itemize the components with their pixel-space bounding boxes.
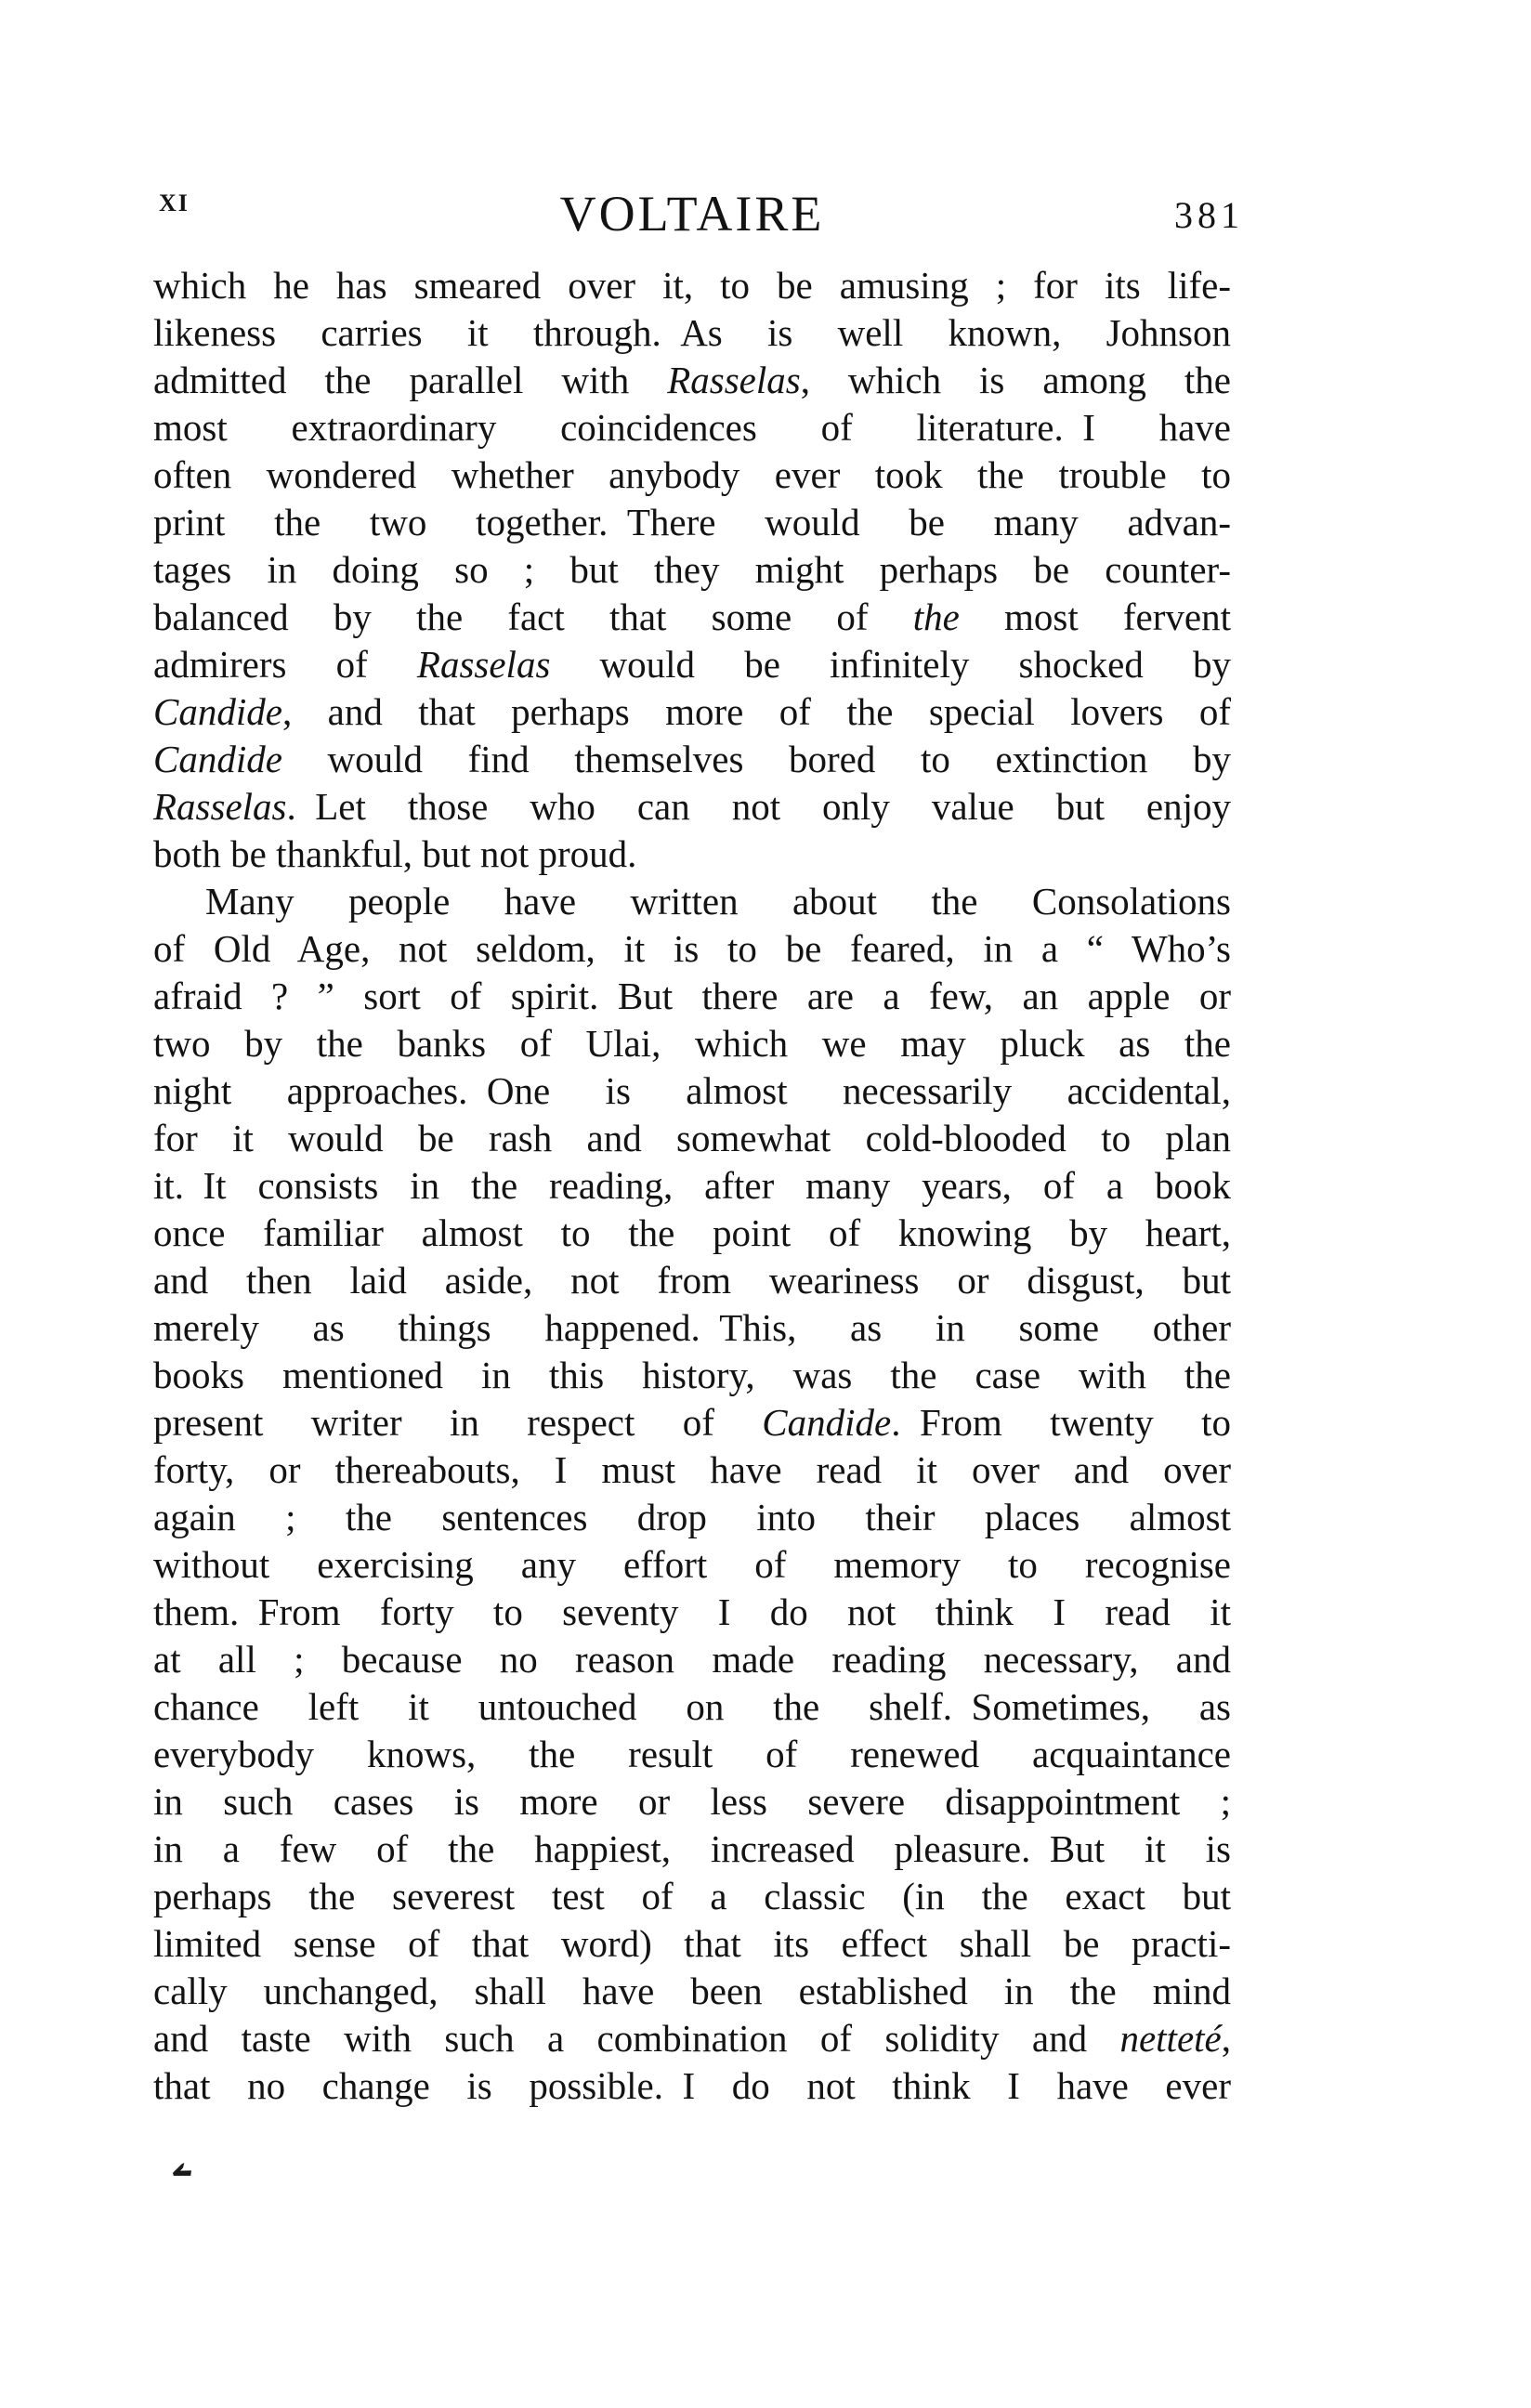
text-line: Candide, and that perhaps more of the special lovers of [153, 690, 1231, 733]
text-line: chance left it untouched on the shelf. Sometimes, as [153, 1685, 1231, 1728]
text-line: night approaches. One is almost necessarily accidental, [153, 1069, 1231, 1112]
text-line: likeness carries it through. As is well known, Johnson [153, 311, 1231, 354]
text-line: merely as things happened. This, as in some other [153, 1306, 1231, 1349]
page-title: VOLTAIRE [559, 186, 825, 242]
text-line: Many people have written about the Consolations [205, 880, 1231, 923]
text-line: most extraordinary coincidences of literature. I have [153, 406, 1231, 449]
text-line: in a few of the happiest, increased pleasure. But it is [153, 1827, 1231, 1870]
text-line: that no change is possible. I do not think I have ever [153, 2064, 1231, 2107]
text-line: perhaps the severest test of a classic (in the exact but [153, 1875, 1231, 1917]
text-line: again ; the sentences drop into their places almost [153, 1496, 1231, 1538]
text-line: admirers of Rasselas would be infinitely shocked by [153, 643, 1232, 686]
text-line: balanced by the fact that some of the most fervent [153, 595, 1231, 638]
text-line: which he has smeared over it, to be amusing ; for its life- [153, 264, 1231, 307]
text-line: admitted the parallel with Rasselas, which is among the [153, 359, 1231, 401]
text-line: limited sense of that word) that its effect shall be practi- [153, 1922, 1231, 1965]
text-line: Candide would find themselves bored to extinction by [153, 738, 1231, 780]
text-line: at all ; because no reason made reading necessary, and [153, 1638, 1231, 1681]
page-number: 381 [1174, 194, 1244, 236]
text-line: everybody knows, the result of renewed acquaintance [153, 1733, 1231, 1775]
text-line: for it would be rash and somewhat cold-blooded to plan [153, 1117, 1231, 1159]
paragraph [153, 878, 1231, 2110]
text-line: and then laid aside, not from weariness or disgust, but [153, 1259, 1231, 1302]
running-header [153, 0, 1244, 260]
text-line: both be thankful, but not proud. [153, 832, 637, 875]
text-line: them. From forty to seventy I do not think I read it [153, 1590, 1231, 1633]
text-line: forty, or thereabouts, I must have read it over and over [153, 1448, 1231, 1491]
text-line: and taste with such a combination of solidity and netteté, [153, 2017, 1231, 2060]
text-line: afraid ? ” sort of spirit. But there are a few, an apple or [153, 975, 1231, 1017]
text-line: of Old Age, not seldom, it is to be feared, in a “ Who’s [153, 927, 1231, 970]
text-block [153, 262, 1231, 2110]
text-line: without exercising any effort of memory to recognise [153, 1543, 1231, 1586]
text-line: two by the banks of Ulai, which we may pluck as the [153, 1022, 1231, 1065]
text-line: cally unchanged, shall have been established in the mind [153, 1970, 1231, 2012]
text-line: it. It consists in the reading, after many years, of a book [153, 1164, 1231, 1207]
text-line: books mentioned in this history, was the case with the [153, 1354, 1231, 1396]
text-line: print the two together. There would be many advan- [153, 501, 1231, 543]
text-line: in such cases is more or less severe disappointment ; [153, 1780, 1231, 1823]
paragraph [153, 262, 1231, 878]
chapter-number: XI [159, 190, 190, 216]
text-line: often wondered whether anybody ever took the trouble to [153, 453, 1231, 496]
text-line: Rasselas. Let those who can not only value but enjoy [153, 785, 1231, 828]
ink-speck [173, 2163, 191, 2176]
text-line: present writer in respect of Candide. From twenty to [153, 1401, 1231, 1444]
text-line: once familiar almost to the point of knowing by heart, [153, 1211, 1231, 1254]
text-line: tages in doing so ; but they might perhaps be counter- [153, 548, 1231, 591]
